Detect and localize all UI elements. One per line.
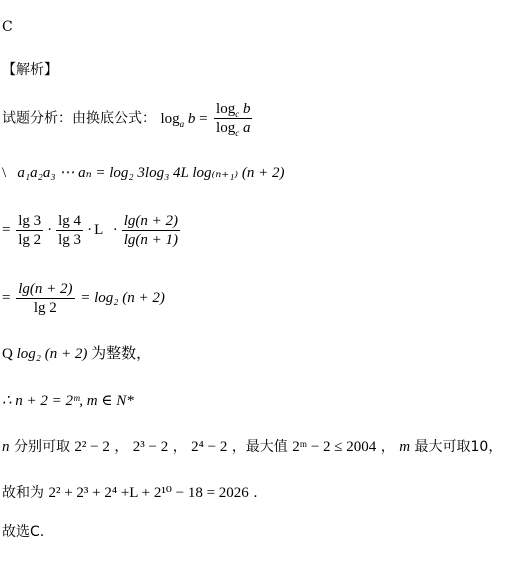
change-of-base-line xyxy=(2,100,254,137)
simplified-fraction: $\frac{\lg(n + 2)}{\lg 2}$ xyxy=(18,281,73,316)
analysis-label: 试题分析：由换底公式： xyxy=(2,110,156,127)
because-symbol: Q xyxy=(2,346,13,362)
product-line xyxy=(2,166,284,181)
conclusion: 故选C. xyxy=(2,524,45,540)
answer-letter: C xyxy=(2,19,13,35)
therefore-symbol: \ xyxy=(2,165,7,181)
log-lhs: $\log_a b$ = xyxy=(160,110,208,129)
fraction-product-line: = $\frac{\lg 3}{\lg 2}$ · $\frac{\lg 4}{\lg 3}$ · L · $\frac{\lg(n + 2)}{\lg(n + 1)}$ xyxy=(2,213,179,248)
fraction-1: $\frac{\lg 3}{\lg 2}$ xyxy=(18,213,42,248)
integer-condition-line: Q log₂ (n + 2) 为整数， xyxy=(2,344,152,362)
change-of-base-fraction: $\frac{\log_c b}{\log_c a}$ xyxy=(216,101,251,138)
sum-line: 故和为 2² + 2³ + 2⁴ +L + 2¹⁰ − 18 = 2026 . xyxy=(2,485,258,501)
product-expression: a₁a₂a₃ ⋯ aₙ = log₂ 3log₃ 4L log₍ₙ₊₁₎ (n + 2) xyxy=(17,165,285,181)
fraction-2: $\frac{\lg 4}{\lg 3}$ xyxy=(58,213,82,248)
therefore-line: ∴ n + 2 = 2ᵐ, m ∈ N* xyxy=(2,393,134,409)
simplify-line: = $\frac{\lg(n + 2)}{\lg 2}$ = log₂ (n + 2) xyxy=(2,281,165,316)
fraction-3: $\frac{\lg(n + 2)}{\lg(n + 1)}$ xyxy=(123,213,179,248)
values-line: n 分别可取 2² − 2 ， 2³ − 2 ， 2⁴ − 2 ，最大值 2ᵐ − 2 ≤ 2004 ， m 最大可取10， xyxy=(2,439,503,455)
section-title: 【解析】 xyxy=(2,62,58,78)
